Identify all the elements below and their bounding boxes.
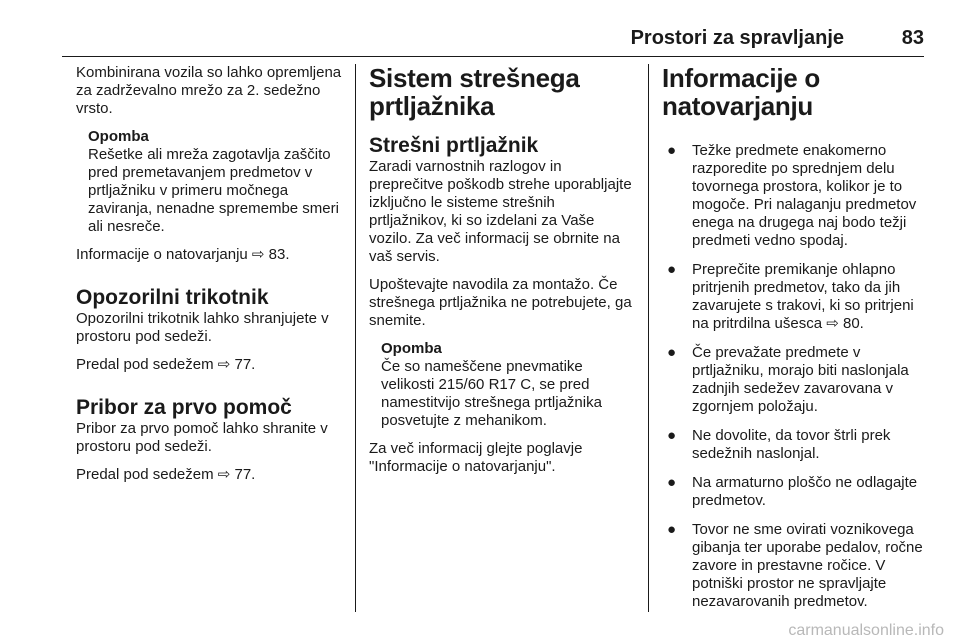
list-item: ● Preprečite premikanje ohlapno pritrjenih predmetov, tako da jih zavarujete s trakovi, ki so pritrjeni na pritrdilna ušesca ⇨ 80.: [667, 261, 914, 332]
column-divider-2: [648, 64, 649, 612]
roof-rack-paragraph-3: Za več informacij glejte poglavje "Informacije o natovarjanju".: [369, 440, 583, 475]
note-box: [76, 128, 346, 236]
first-aid-text: Pribor za prvo pomoč lahko shranite v prostoru pod sedeži.: [76, 420, 328, 455]
bullet-icon: ●: [667, 427, 677, 444]
warning-triangle-heading: Opozorilni trikotnik: [76, 286, 269, 309]
list-item: ● Če prevažate predmete v prtljažniku, morajo biti naslonjala zadnjih sedežev zavarovana v zgornjem položaju.: [667, 344, 909, 415]
roof-rack-heading: Strešni prtljažnik: [369, 134, 539, 157]
loading-info-heading: Informacije o natovarjanju: [662, 63, 820, 121]
section-title: Prostori za spravljanje: [630, 27, 844, 49]
note-text-2: Če so nameščene pnevmatike velikosti 215/60 R17 C, se pred namestitvijo strešnega prtljažnika posvetujte z mehanikom.: [381, 358, 602, 429]
warning-triangle-text: Opozorilni trikotnik lahko shranjujete v prostoru pod sedeži.: [76, 310, 329, 345]
roof-rack-paragraph-1: Zaradi varnostnih razlogov in preprečitve poškodb strehe uporabljajte izključno le sisteme strešnih prtljažnikov, ki so izdelani za Vaše vozilo. Za več informacij se obrnite na vaš servis.: [369, 158, 632, 265]
list-item: ● Na armaturno ploščo ne odlagajte predmetov.: [667, 474, 918, 509]
bullet-icon: ●: [667, 474, 677, 491]
note-title: Opomba: [88, 128, 149, 145]
first-aid-heading: Pribor za prvo pomoč: [76, 396, 292, 419]
list-item: ● Težke predmete enakomerno razporedite po sprednjem delu tovornega prostora, kolikor je to mogoče. Pri nalaganju predmetov enega na drugega naj bodo težji predmeti vedno spodaj.: [667, 142, 917, 249]
column-3: [662, 64, 928, 622]
bullet-icon: ●: [667, 261, 677, 278]
page-number: 83: [901, 27, 924, 49]
note-text: Rešetke ali mreža zagotavlja zaščito pred premetavanjem predmetov v prtljažniku v primeru močnega zaviranja, nenadne spremembe smeri ali nesreče.: [88, 146, 339, 235]
under-seat-link-2[interactable]: Predal pod sedežem ⇨ 77.: [76, 466, 256, 483]
column-2: [369, 64, 637, 476]
intro-paragraph: Kombinirana vozila so lahko opremljena za zadrževalno mrežo za 2. sedežno vrsto.: [76, 64, 342, 117]
bullet-icon: ●: [667, 521, 677, 538]
column-1: [76, 64, 346, 484]
roof-rack-paragraph-2: Upoštevajte navodila za montažo. Če strešnega prtljažnika ne potrebujete, ga snemite.: [369, 276, 632, 329]
page-header: [62, 27, 924, 57]
note-box-2: [369, 340, 637, 430]
watermark: carmanualsonline.info: [788, 622, 944, 639]
loading-info-list: [662, 142, 928, 611]
bullet-icon: ●: [667, 344, 677, 361]
column-divider-1: [355, 64, 356, 612]
list-item: ● Tovor ne sme ovirati voznikovega gibanja ter uporabe pedalov, ročne zavore in prestavne ročice. V potniški prostor ne spravljajte nezavarovanih predmetov.: [667, 521, 923, 610]
note-title-2: Opomba: [381, 340, 442, 357]
under-seat-link-1[interactable]: Predal pod sedežem ⇨ 77.: [76, 356, 256, 373]
list-item: ● Ne dovolite, da tovor štrli prek sedežnih naslonjal.: [667, 427, 891, 462]
loading-info-link[interactable]: Informacije o natovarjanju ⇨ 83.: [76, 246, 290, 263]
roof-rack-system-heading: Sistem strešnega prtljažnika: [369, 63, 580, 121]
header-rule: [62, 56, 924, 57]
bullet-icon: ●: [667, 142, 677, 159]
